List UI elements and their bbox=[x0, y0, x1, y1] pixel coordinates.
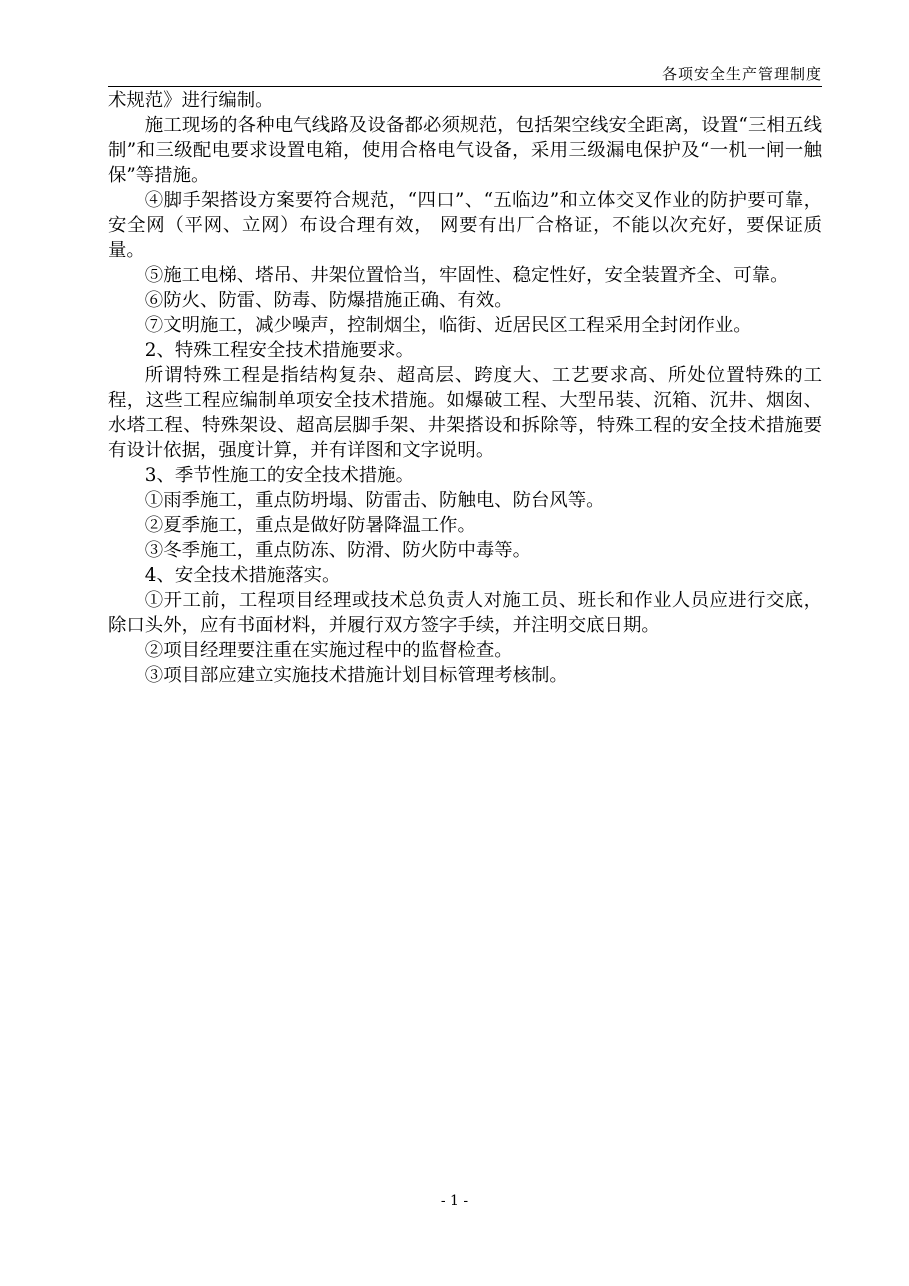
paragraph: ①开工前，工程项目经理或技术总负责人对施工员、班长和作业人员应进行交底，除口头外，应有书面材料，并履行双方签字手续，并注明交底日期。 bbox=[108, 590, 822, 636]
header-title: 各项安全生产管理制度 bbox=[661, 65, 822, 83]
page-footer bbox=[0, 1192, 909, 1210]
paragraph: ⑤施工电梯、塔吊、井架位置恰当，牢固性、稳定性好，安全装置齐全、可靠。 bbox=[144, 265, 789, 286]
paragraph: ②项目经理要注重在实施过程中的监督检查。 bbox=[144, 640, 513, 661]
paragraph: ②夏季施工，重点是做好防暑降温工作。 bbox=[144, 515, 476, 536]
document-body bbox=[108, 88, 822, 688]
paragraph: ③冬季施工，重点防冻、防滑、防火防中毒等。 bbox=[144, 540, 532, 561]
paragraph: ④脚手架搭设方案要符合规范，“四口”、“五临边”和立体交叉作业的防护要可靠，安全网（平网、立网）布设合理有效， 网要有出厂合格证，不能以次充好，要保证质量。 bbox=[108, 190, 822, 261]
page-header bbox=[108, 64, 822, 87]
paragraph: ⑥防火、防雷、防毒、防爆措施正确、有效。 bbox=[144, 290, 513, 311]
paragraph: 术规范》进行编制。 bbox=[108, 90, 274, 111]
paragraph: 施工现场的各种电气线路及设备都必须规范，包括架空线安全距离，设置“三相五线制”和三级配电要求设置电箱，使用合格电气设备，采用三级漏电保护及“一机一闸一触保”等措施。 bbox=[108, 115, 822, 186]
section-heading: 2、特殊工程安全技术措施要求。 bbox=[144, 340, 414, 361]
page-number: - 1 - bbox=[440, 1193, 469, 1209]
paragraph: ③项目部应建立实施技术措施计划目标管理考核制。 bbox=[144, 665, 568, 686]
paragraph: 所谓特殊工程是指结构复杂、超高层、跨度大、工艺要求高、所处位置特殊的工程，这些工程应编制单项安全技术措施。如爆破工程、大型吊装、沉箱、沉井、烟囱、水塔工程、特殊架设、超高层脚手架、井架搭设和拆除等，特殊工程的安全技术措施要有设计依据，强度计算，并有详图和文字说明。 bbox=[108, 365, 822, 461]
section-heading: 3、季节性施工的安全技术措施。 bbox=[144, 465, 414, 486]
paragraph: ①雨季施工，重点防坍塌、防雷击、防触电、防台风等。 bbox=[144, 490, 605, 511]
paragraph: ⑦文明施工，减少噪声，控制烟尘，临街、近居民区工程采用全封闭作业。 bbox=[144, 315, 752, 336]
section-heading: 4、安全技术措施落实。 bbox=[144, 565, 341, 586]
